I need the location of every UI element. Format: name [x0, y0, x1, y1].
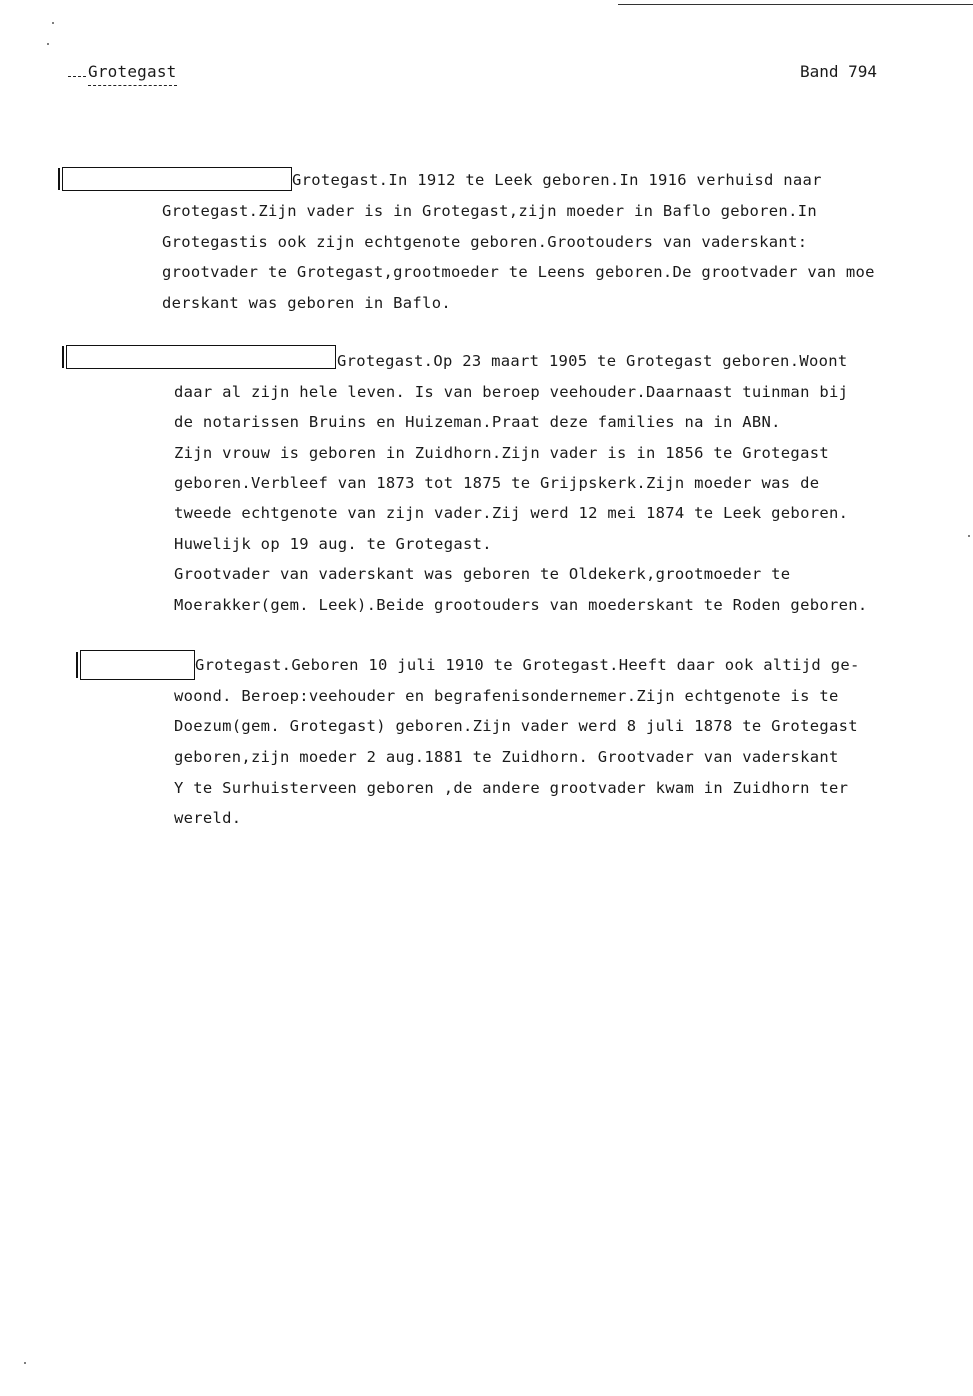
- entry-line: de notarissen Bruins en Huizeman.Praat deze families na in ABN.: [174, 413, 781, 431]
- redaction-bracket: [62, 346, 64, 368]
- entry-line: wereld.: [174, 809, 242, 827]
- entry-line: Grotegastis ook zijn echtgenote geboren.Grootouders van vaderskant:: [162, 233, 808, 251]
- entry-line: Huwelijk op 19 aug. te Grotegast.: [174, 535, 492, 553]
- band-number: Band 794: [800, 62, 878, 81]
- place-name: Grotegast: [88, 62, 177, 86]
- entry-line: Grotegast.Op 23 maart 1905 te Grotegast geboren.Woont: [337, 352, 848, 370]
- redacted-name-box: [62, 167, 292, 191]
- scan-speck: [47, 43, 49, 45]
- page-place-heading: [68, 62, 177, 86]
- entry-line: Moerakker(gem. Leek).Beide grootouders van moederskant te Roden geboren.: [174, 596, 868, 614]
- entry-line: tweede echtgenote van zijn vader.Zij werd 12 mei 1874 te Leek geboren.: [174, 504, 849, 522]
- redacted-name-box: [66, 345, 336, 369]
- entry-line: Doezum(gem. Grotegast) geboren.Zijn vader werd 8 juli 1878 te Grotegast: [174, 717, 858, 735]
- entry-line: Grotegast.In 1912 te Leek geboren.In 1916 verhuisd naar: [292, 171, 822, 189]
- entry-line: geboren.Verbleef van 1873 tot 1875 te Grijpskerk.Zijn moeder was de: [174, 474, 820, 492]
- entry-line: Grotegast.Zijn vader is in Grotegast,zijn moeder in Baflo geboren.In: [162, 202, 817, 220]
- entry-line: derskant was geboren in Baflo.: [162, 294, 451, 312]
- entry-line: daar al zijn hele leven. Is van beroep veehouder.Daarnaast tuinman bij: [174, 383, 849, 401]
- top-rule: [618, 4, 973, 5]
- entry-line: geboren,zijn moeder 2 aug.1881 te Zuidhorn. Grootvader van vaderskant: [174, 748, 839, 766]
- entry-line: Grotegast.Geboren 10 juli 1910 te Grotegast.Heeft daar ook altijd ge-: [195, 656, 860, 674]
- entry-line: grootvader te Grotegast,grootmoeder te Leens geboren.De grootvader van moe: [162, 263, 875, 281]
- entry-line: Grootvader van vaderskant was geboren te Oldekerk,grootmoeder te: [174, 565, 791, 583]
- redaction-bracket: [76, 652, 78, 678]
- entry-line: Zijn vrouw is geboren in Zuidhorn.Zijn vader is in 1856 te Grotegast: [174, 444, 829, 462]
- entry-line: Y te Surhuisterveen geboren ,de andere grootvader kwam in Zuidhorn ter: [174, 779, 849, 797]
- scan-speck: [52, 22, 54, 24]
- entry-line: woond. Beroep:veehouder en begrafenisondernemer.Zijn echtgenote is te: [174, 687, 839, 705]
- scan-speck: [24, 1362, 26, 1364]
- redacted-name-box: [80, 650, 195, 680]
- scan-speck: [968, 535, 970, 537]
- redaction-bracket: [58, 168, 60, 190]
